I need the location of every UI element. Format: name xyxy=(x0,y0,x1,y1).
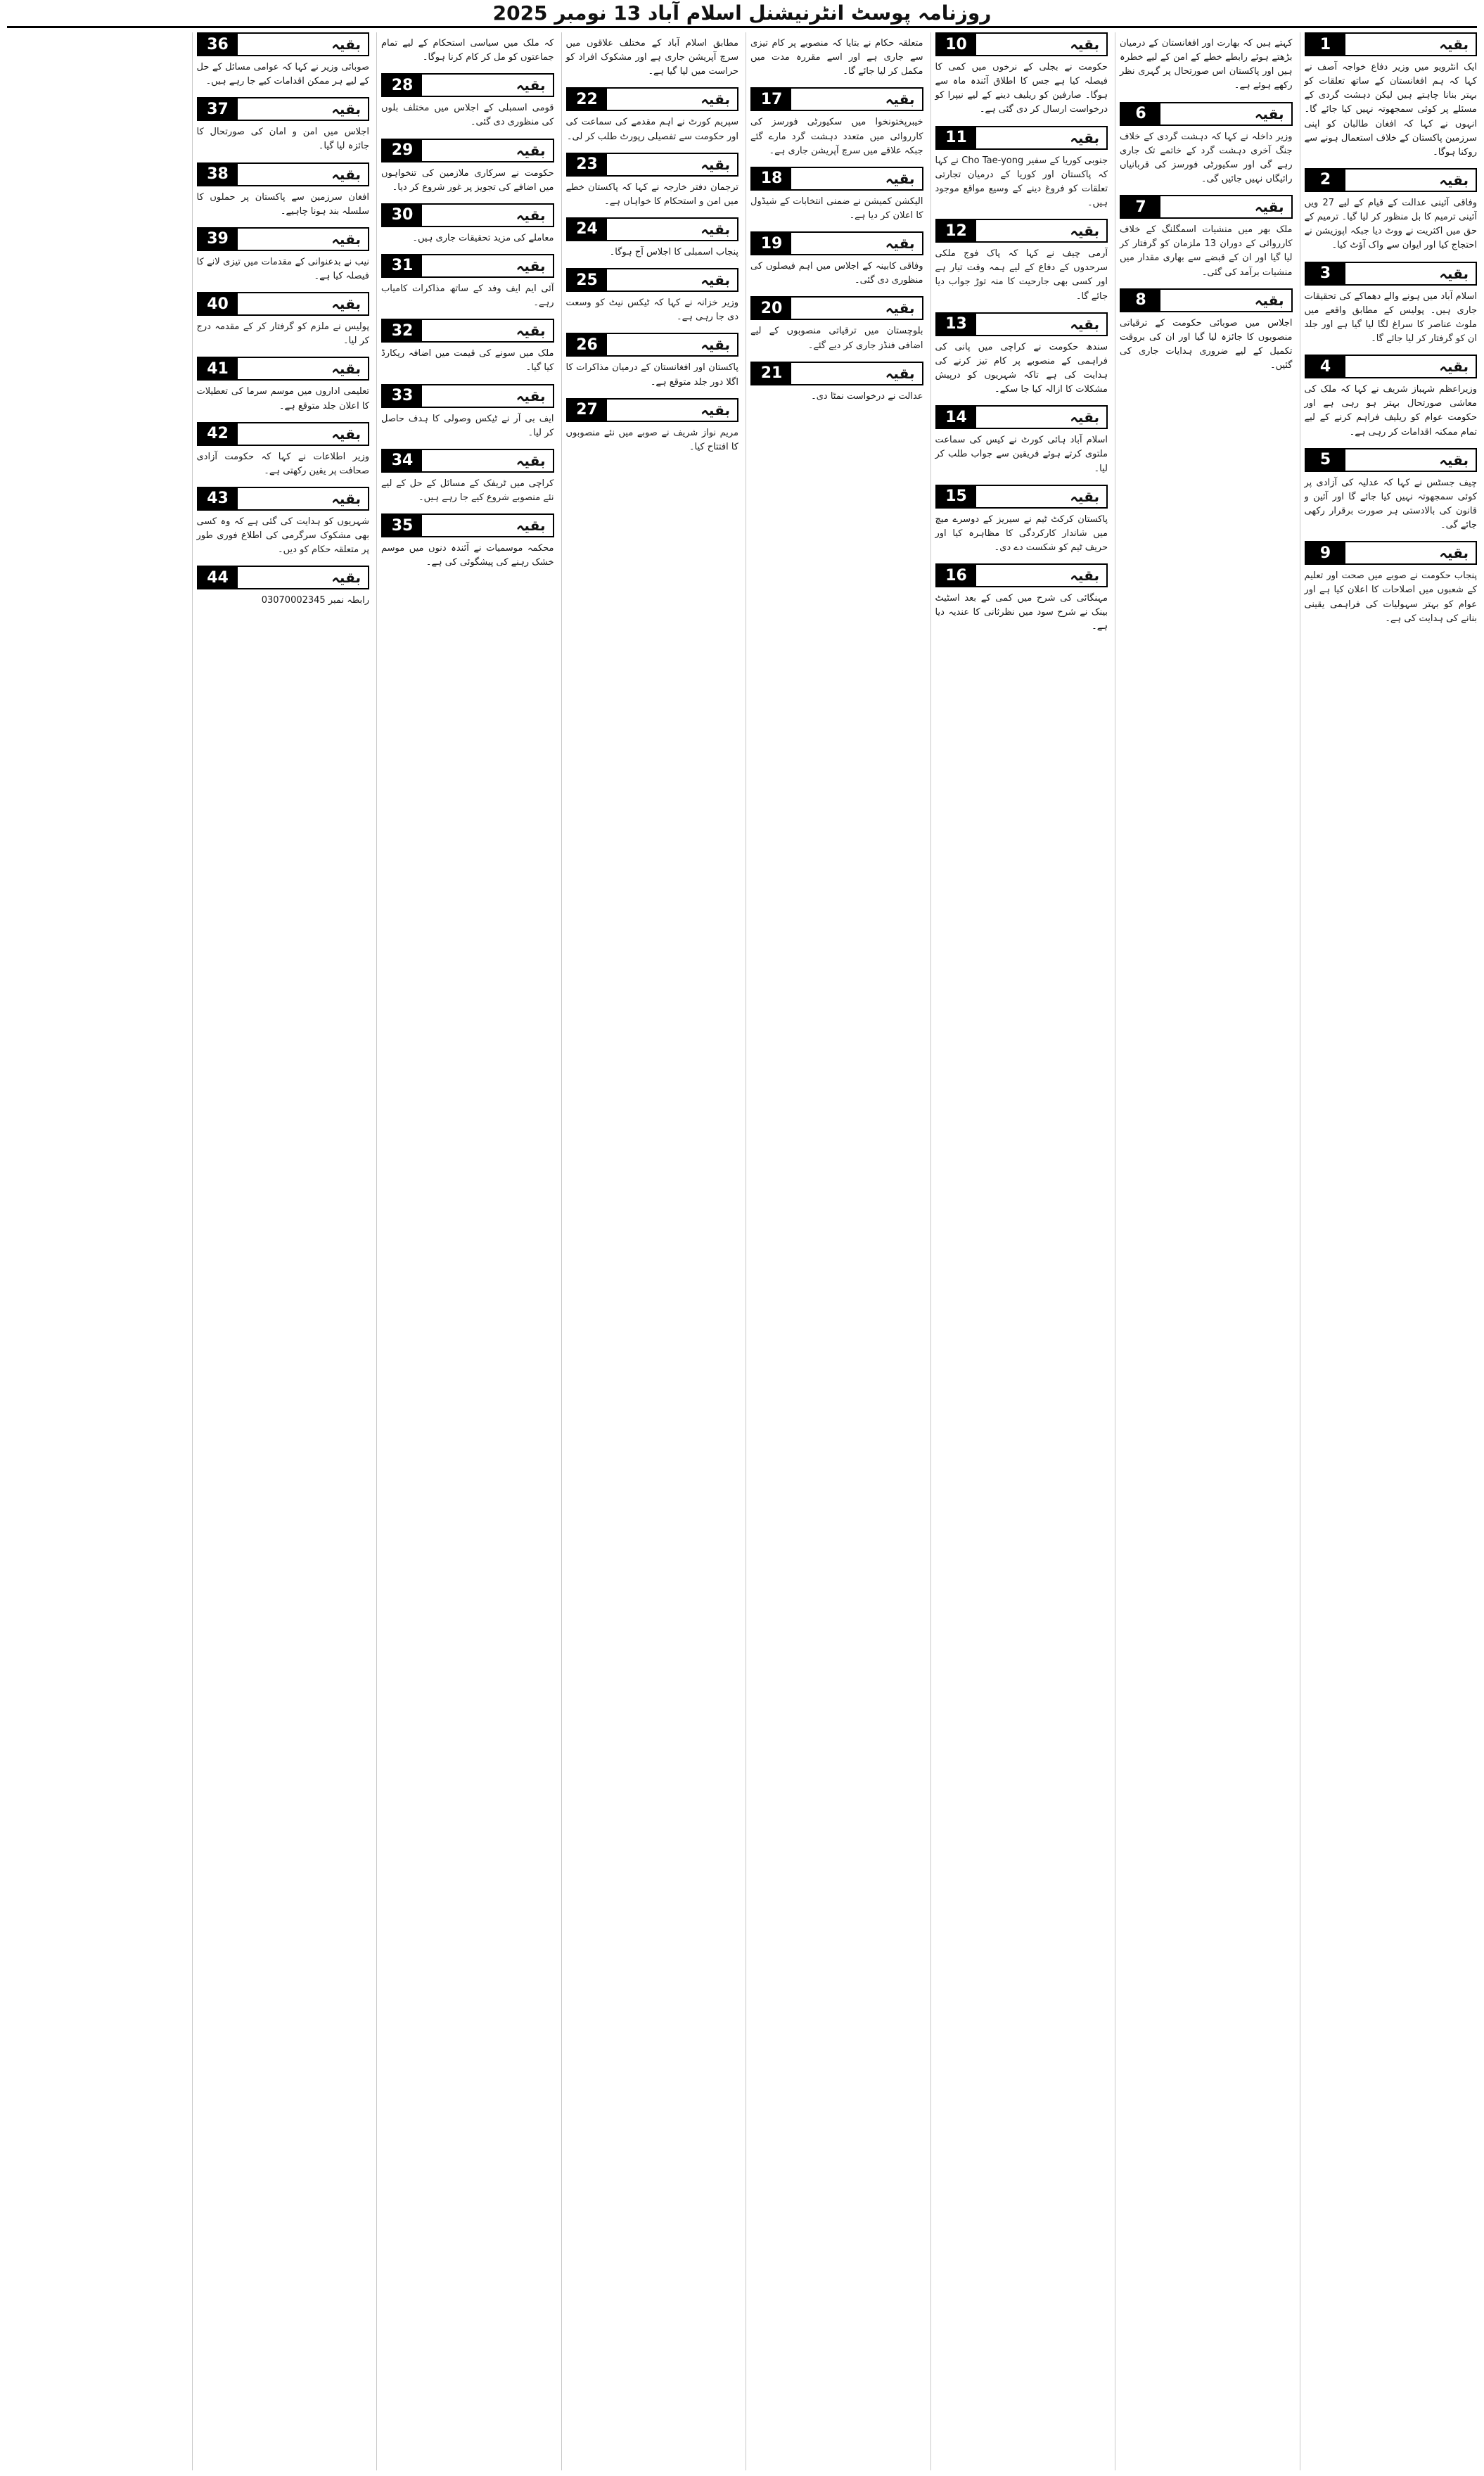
article-body: پولیس نے ملزم کو گرفتار کر کے مقدمہ درج کر لیا۔ xyxy=(196,321,369,347)
article-body: حکومت نے سرکاری ملازمین کی تنخواہوں میں اضافے کی تجویز پر غور شروع کر دیا۔ xyxy=(381,167,554,193)
continuation-label: بقیہ xyxy=(1345,34,1476,55)
continuation-label: بقیہ xyxy=(422,450,553,471)
article-header xyxy=(381,254,554,278)
article-header xyxy=(1305,262,1478,286)
continuation-label: بقیہ xyxy=(238,423,369,445)
article-number-badge: 40 xyxy=(198,293,238,314)
article xyxy=(1120,195,1293,280)
article-body: مہنگائی کی شرح میں کمی کے بعد اسٹیٹ بینک نے شرح سود میں نظرثانی کا عندیہ دیا ہے۔ xyxy=(935,593,1108,632)
article-number-badge: 12 xyxy=(937,220,976,241)
article xyxy=(935,485,1108,555)
column-5 xyxy=(561,32,739,2470)
article-number-badge: 7 xyxy=(1121,196,1160,217)
article-header xyxy=(381,73,554,97)
article-header xyxy=(381,449,554,473)
article xyxy=(381,384,554,440)
continuation-label: بقیہ xyxy=(422,515,553,536)
article-body: حکومت نے بجلی کے نرخوں میں کمی کا فیصلہ کیا ہے جس کا اطلاق آئندہ ماہ سے ہوگا۔ صارفین کو ریلیف دینے کے لیے نیپرا کو درخواست ارسال کر دی گئی ہے۔ xyxy=(935,62,1108,115)
continuation-label: بقیہ xyxy=(976,486,1107,507)
article-body: تعلیمی اداروں میں موسم سرما کی تعطیلات کا اعلان جلد متوقع ہے۔ xyxy=(196,386,369,411)
continuation-label: بقیہ xyxy=(791,363,922,384)
continuation-label: بقیہ xyxy=(238,164,369,185)
continuation-label: بقیہ xyxy=(607,219,738,240)
article xyxy=(197,487,370,557)
article xyxy=(197,32,370,89)
article-header xyxy=(197,422,370,446)
article-header xyxy=(197,97,370,121)
article-number-badge: 15 xyxy=(937,486,976,507)
article-body: قومی اسمبلی کے اجلاس میں مختلف بلوں کی منظوری دی گئی۔ xyxy=(381,103,554,128)
article xyxy=(381,32,554,65)
article-body: اجلاس میں امن و امان کی صورتحال کا جائزہ لیا گیا۔ xyxy=(196,127,369,152)
continuation-label: بقیہ xyxy=(238,358,369,379)
article-body: پنجاب اسمبلی کا اجلاس آج ہوگا۔ xyxy=(609,246,738,257)
article-header xyxy=(1305,448,1478,472)
article-body: چیف جسٹس نے کہا کہ عدلیہ کی آزادی پر کوئی سمجھوتہ نہیں کیا جائے گا اور آئین و قانون کی بالادستی ہر صورت برقرار رکھی جائے گی۔ xyxy=(1304,477,1477,531)
article-header xyxy=(1305,168,1478,192)
article-body: ایف بی آر نے ٹیکس وصولی کا ہدف حاصل کر لیا۔ xyxy=(381,413,554,438)
article-header xyxy=(1120,195,1293,219)
article-header xyxy=(197,162,370,186)
article-body: ملک بھر میں منشیات اسمگلنگ کے خلاف کارروائی کے دوران 13 ملزمان کو گرفتار کر لیا گیا اور ان کے قبضے سے بھاری مقدار میں منشیات برآمد کی گئی۔ xyxy=(1120,224,1293,278)
article-number-badge: 25 xyxy=(568,269,607,291)
article-header xyxy=(197,292,370,316)
continuation-label: بقیہ xyxy=(607,269,738,291)
article xyxy=(935,563,1108,634)
article xyxy=(750,32,923,79)
article-header xyxy=(197,227,370,251)
article xyxy=(1305,262,1478,347)
article-number-badge: 10 xyxy=(937,34,976,55)
article xyxy=(566,87,739,143)
article-header xyxy=(197,566,370,589)
article-body: رابطہ نمبر 03070002345 xyxy=(261,595,369,606)
continuation-label: بقیہ xyxy=(976,220,1107,241)
article-number-badge: 44 xyxy=(198,567,238,588)
article xyxy=(750,362,923,404)
article xyxy=(750,167,923,223)
continuation-label: بقیہ xyxy=(238,567,369,588)
article-body: اسلام آباد ہائی کورٹ نے کیس کی سماعت ملتوی کرتے ہوئے فریقین سے جواب طلب کر لیا۔ xyxy=(935,435,1108,474)
article-number-badge: 43 xyxy=(198,488,238,509)
continuation-label: بقیہ xyxy=(976,314,1107,335)
article xyxy=(381,449,554,505)
continuation-label: بقیہ xyxy=(422,140,553,161)
article-number-badge: 27 xyxy=(568,400,607,421)
article-header xyxy=(197,32,370,56)
continuation-label: بقیہ xyxy=(422,75,553,96)
article-header xyxy=(935,219,1108,243)
article-header xyxy=(750,167,923,191)
continuation-label: بقیہ xyxy=(607,334,738,355)
continuation-label: بقیہ xyxy=(422,205,553,226)
continuation-label: بقیہ xyxy=(1160,290,1291,311)
article xyxy=(1120,288,1293,374)
article-header xyxy=(381,203,554,227)
article-body: متعلقہ حکام نے بتایا کہ منصوبے پر کام تیزی سے جاری ہے اور اسے مقررہ مدت میں مکمل کر لیا جائے گا۔ xyxy=(750,38,923,77)
continuation-label: بقیہ xyxy=(791,89,922,110)
article xyxy=(197,97,370,153)
article xyxy=(566,268,739,324)
continuation-label: بقیہ xyxy=(976,407,1107,428)
article-number-badge: 42 xyxy=(198,423,238,445)
article xyxy=(1305,32,1478,160)
article-header xyxy=(935,312,1108,336)
article-number-badge: 38 xyxy=(198,164,238,185)
article-body: ترجمان دفتر خارجہ نے کہا کہ پاکستان خطے میں امن و استحکام کا خواہاں ہے۔ xyxy=(565,181,738,207)
article-header xyxy=(935,563,1108,587)
article xyxy=(935,219,1108,304)
article-header xyxy=(1120,102,1293,126)
article-body: کراچی میں ٹریفک کے مسائل کے حل کے لیے نئے منصوبے شروع کیے جا رہے ہیں۔ xyxy=(381,478,554,503)
article-number-badge: 8 xyxy=(1121,290,1160,311)
article-number-badge: 28 xyxy=(383,75,422,96)
continuation-label: بقیہ xyxy=(791,233,922,254)
article-header xyxy=(566,398,739,422)
article-body: وزیراعظم شہباز شریف نے کہا کہ ملک کی معاشی صورتحال بہتر ہو رہی ہے اور حکومت عوام کو ریلیف فراہم کرنے کے لیے تمام ممکنہ اقدامات کر رہی ہے۔ xyxy=(1304,384,1477,438)
article xyxy=(935,32,1108,117)
article-number-badge: 4 xyxy=(1306,356,1345,377)
continuation-label: بقیہ xyxy=(1345,170,1476,191)
article-body: اجلاس میں صوبائی حکومت کے ترقیاتی منصوبوں کا جائزہ لیا گیا اور ان کی بروقت تکمیل کے لیے ضروری ہدایات جاری کی گئیں۔ xyxy=(1120,317,1293,371)
continuation-label: بقیہ xyxy=(238,293,369,314)
article-number-badge: 41 xyxy=(198,358,238,379)
continuation-label: بقیہ xyxy=(1160,196,1291,217)
article-body: ایک انٹرویو میں وزیر دفاع خواجہ آصف نے کہا کہ ہم افغانستان کے ساتھ تعلقات کو بہتر بنانا چاہتے ہیں لیکن دہشت گردی کے مسئلے پر کوئی سمجھوتہ نہیں کیا جائے گا۔ انہوں نے کہا کہ افغان طالبان کو اپنی سرزمین پاکستان کے خلاف استعمال ہونے سے روکنا ہوگا۔ xyxy=(1304,62,1477,158)
article xyxy=(197,566,370,608)
article xyxy=(750,87,923,158)
article-header xyxy=(750,296,923,320)
article-number-badge: 18 xyxy=(752,168,791,189)
article xyxy=(381,319,554,375)
article xyxy=(381,73,554,129)
article-header xyxy=(197,487,370,511)
article xyxy=(566,32,739,79)
article-number-badge: 32 xyxy=(383,320,422,341)
article-header xyxy=(1305,541,1478,565)
article xyxy=(1305,541,1478,626)
article-body: وزیر اطلاعات نے کہا کہ حکومت آزادی صحافت پر یقین رکھتی ہے۔ xyxy=(196,451,369,476)
column-2 xyxy=(1115,32,1293,2470)
article-body: محکمہ موسمیات نے آئندہ دنوں میں موسم خشک رہنے کی پیشگوئی کی ہے۔ xyxy=(381,543,554,568)
article-number-badge: 34 xyxy=(383,450,422,471)
article-body: وزیر خزانہ نے کہا کہ ٹیکس نیٹ کو وسعت دی جا رہی ہے۔ xyxy=(565,298,738,323)
article xyxy=(381,254,554,310)
article-number-badge: 22 xyxy=(568,89,607,110)
article xyxy=(381,139,554,195)
column-8 xyxy=(7,32,185,2470)
article-header xyxy=(566,268,739,292)
article-body: جنوبی کوریا کے سفیر Cho Tae-yong نے کہا کہ پاکستان اور کوریا کے درمیان تجارتی تعلقات کو فروغ دینے کے وسیع مواقع موجود ہیں۔ xyxy=(935,155,1108,208)
article-header xyxy=(197,357,370,381)
article-body: آئی ایم ایف وفد کے ساتھ مذاکرات کامیاب رہے۔ xyxy=(381,283,554,309)
article-header xyxy=(381,513,554,537)
article-number-badge: 13 xyxy=(937,314,976,335)
article-header xyxy=(566,333,739,357)
article-header xyxy=(935,32,1108,56)
article-header xyxy=(381,139,554,162)
continuation-label: بقیہ xyxy=(1160,103,1291,125)
continuation-label: بقیہ xyxy=(607,400,738,421)
article-body: خیبرپختونخوا میں سکیورٹی فورسز کی کارروائی میں متعدد دہشت گرد مارے گئے جبکہ علاقے میں سرچ آپریشن جاری ہے۔ xyxy=(750,117,923,156)
column-3 xyxy=(930,32,1108,2470)
article-body: مطابق اسلام آباد کے مختلف علاقوں میں سرچ آپریشن جاری ہے اور مشکوک افراد کو حراست میں لیا گیا ہے۔ xyxy=(565,38,738,77)
continuation-label: بقیہ xyxy=(607,89,738,110)
article xyxy=(566,217,739,260)
article-header xyxy=(566,217,739,241)
article-body: پاکستان کرکٹ ٹیم نے سیریز کے دوسرے میچ میں شاندار کارکردگی کا مظاہرہ کیا اور حریف ٹیم کو شکست دے دی۔ xyxy=(935,513,1108,553)
article-body: کہتے ہیں کہ بھارت اور افغانستان کے درمیان بڑھتے ہوئے رابطے خطے کے امن کے لیے خطرہ ہیں اور پاکستان اس صورتحال پر گہری نظر رکھے ہوئے ہے۔ xyxy=(1120,38,1293,91)
article xyxy=(566,153,739,209)
article-header xyxy=(1305,355,1478,378)
article-number-badge: 1 xyxy=(1306,34,1345,55)
article-header xyxy=(1305,32,1478,56)
article-body: عدالت نے درخواست نمٹا دی۔ xyxy=(811,390,923,402)
article xyxy=(381,203,554,245)
article-header xyxy=(381,319,554,343)
article-body: پنجاب حکومت نے صوبے میں صحت اور تعلیم کے شعبوں میں اصلاحات کا اعلان کیا ہے اور عوام کو بہتر سہولیات کی فراہمی یقینی بنانے کی ہدایت کی ہے۔ xyxy=(1304,570,1477,624)
article-header xyxy=(750,231,923,255)
article xyxy=(197,422,370,478)
column-6 xyxy=(376,32,554,2470)
article-header xyxy=(935,405,1108,429)
article-body: سندھ حکومت نے کراچی میں پانی کی فراہمی کے منصوبے پر کام تیز کرنے کی ہدایت کی ہے تاکہ شہریوں کو درپیش مشکلات کا ازالہ کیا جا سکے۔ xyxy=(935,341,1108,395)
article-body: نیب نے بدعنوانی کے مقدمات میں تیزی لانے کا فیصلہ کیا ہے۔ xyxy=(196,256,369,281)
article xyxy=(1305,355,1478,440)
article-body: افغان سرزمین سے پاکستان پر حملوں کا سلسلہ بند ہونا چاہیے۔ xyxy=(196,191,369,217)
continuation-label: بقیہ xyxy=(238,98,369,120)
article-number-badge: 24 xyxy=(568,219,607,240)
article xyxy=(197,357,370,413)
article xyxy=(197,162,370,219)
article xyxy=(750,296,923,352)
continuation-label: بقیہ xyxy=(976,34,1107,55)
continuation-label: بقیہ xyxy=(422,255,553,276)
article xyxy=(1120,102,1293,187)
article xyxy=(750,231,923,288)
article xyxy=(1305,168,1478,253)
article-number-badge: 21 xyxy=(752,363,791,384)
newspaper-columns xyxy=(7,32,1477,2470)
article-body: وفاقی کابینہ کے اجلاس میں اہم فیصلوں کی منظوری دی گئی۔ xyxy=(750,261,923,286)
continuation-label: بقیہ xyxy=(976,565,1107,586)
article-number-badge: 14 xyxy=(937,407,976,428)
article-header xyxy=(750,362,923,385)
article xyxy=(381,513,554,570)
continuation-label: بقیہ xyxy=(238,488,369,509)
article-number-badge: 31 xyxy=(383,255,422,276)
article xyxy=(566,398,739,454)
article-number-badge: 36 xyxy=(198,34,238,55)
column-7 xyxy=(192,32,370,2470)
article-number-badge: 39 xyxy=(198,229,238,250)
continuation-label: بقیہ xyxy=(1345,449,1476,471)
continuation-label: بقیہ xyxy=(1345,542,1476,563)
continuation-label: بقیہ xyxy=(238,34,369,55)
article-number-badge: 16 xyxy=(937,565,976,586)
article-number-badge: 37 xyxy=(198,98,238,120)
article-body: الیکشن کمیشن نے ضمنی انتخابات کے شیڈول کا اعلان کر دیا ہے۔ xyxy=(750,196,923,221)
column-1 xyxy=(1300,32,1478,2470)
article-body: ملک میں سونے کی قیمت میں اضافہ ریکارڈ کیا گیا۔ xyxy=(381,348,554,374)
article-header xyxy=(566,87,739,111)
continuation-label: بقیہ xyxy=(422,385,553,407)
article-body: سپریم کورٹ نے اہم مقدمے کی سماعت کی اور حکومت سے تفصیلی رپورٹ طلب کر لی۔ xyxy=(565,117,738,142)
continuation-label: بقیہ xyxy=(791,298,922,319)
article-body: کہ ملک میں سیاسی استحکام کے لیے تمام جماعتوں کو مل کر کام کرنا ہوگا۔ xyxy=(381,38,554,63)
article-header xyxy=(381,384,554,408)
continuation-label: بقیہ xyxy=(607,154,738,175)
continuation-label: بقیہ xyxy=(791,168,922,189)
article-number-badge: 19 xyxy=(752,233,791,254)
continuation-label: بقیہ xyxy=(238,229,369,250)
article-number-badge: 9 xyxy=(1306,542,1345,563)
article-number-badge: 35 xyxy=(383,515,422,536)
article-header xyxy=(935,485,1108,509)
article xyxy=(197,227,370,283)
article-body: آرمی چیف نے کہا کہ پاک فوج ملکی سرحدوں کے دفاع کے لیے ہمہ وقت تیار ہے اور کسی بھی جارحیت کا منہ توڑ جواب دیا جائے گا۔ xyxy=(935,248,1108,302)
continuation-label: بقیہ xyxy=(1345,263,1476,284)
article xyxy=(935,126,1108,211)
article-header xyxy=(1120,288,1293,312)
article-body: معاملے کی مزید تحقیقات جاری ہیں۔ xyxy=(412,232,554,243)
article-number-badge: 26 xyxy=(568,334,607,355)
article xyxy=(1305,448,1478,533)
article-number-badge: 30 xyxy=(383,205,422,226)
article-body: وزیر داخلہ نے کہا کہ دہشت گردی کے خلاف جنگ آخری دہشت گرد کے خاتمے تک جاری رہے گی اور سکیورٹی فورسز کی قربانیاں رائیگاں نہیں جائیں گی۔ xyxy=(1120,131,1293,184)
article-body: بلوچستان میں ترقیاتی منصوبوں کے لیے اضافی فنڈز جاری کر دیے گئے۔ xyxy=(750,326,923,351)
article-number-badge: 23 xyxy=(568,154,607,175)
article xyxy=(1120,32,1293,94)
article xyxy=(935,405,1108,476)
article-number-badge: 29 xyxy=(383,140,422,161)
article xyxy=(197,292,370,348)
article xyxy=(566,333,739,389)
article-body: شہریوں کو ہدایت کی گئی ہے کہ وہ کسی بھی مشکوک سرگرمی کی اطلاع فوری طور پر متعلقہ حکام کو دیں۔ xyxy=(196,516,369,556)
article-header xyxy=(935,126,1108,150)
article-body: پاکستان اور افغانستان کے درمیان مذاکرات کا اگلا دور جلد متوقع ہے۔ xyxy=(565,362,738,388)
continuation-label: بقیہ xyxy=(1345,356,1476,377)
article-body: وفاقی آئینی عدالت کے قیام کے لیے 27 ویں آئینی ترمیم کا بل منظور کر لیا گیا۔ ترمیم کے حق میں اکثریت نے ووٹ دیا جبکہ اپوزیشن نے احتجاج کیا اور ایوان سے واک آؤٹ کیا۔ xyxy=(1304,197,1477,251)
continuation-label: بقیہ xyxy=(422,320,553,341)
article-body: مریم نواز شریف نے صوبے میں نئے منصوبوں کا افتتاح کیا۔ xyxy=(565,427,738,452)
article-number-badge: 3 xyxy=(1306,263,1345,284)
article-number-badge: 17 xyxy=(752,89,791,110)
article-number-badge: 20 xyxy=(752,298,791,319)
masthead-title: روزنامہ پوسٹ انٹرنیشنل اسلام آباد 13 نومبر 2025 xyxy=(492,1,992,25)
masthead xyxy=(7,0,1477,28)
continuation-label: بقیہ xyxy=(976,127,1107,148)
column-4 xyxy=(746,32,923,2470)
article xyxy=(935,312,1108,397)
article-body: اسلام آباد میں ہونے والے دھماکے کی تحقیقات جاری ہیں۔ پولیس کے مطابق واقعے میں ملوث عناصر کا سراغ لگا لیا گیا ہے اور جلد ان کو گرفتار کر لیا جائے گا۔ xyxy=(1304,291,1477,344)
article-number-badge: 6 xyxy=(1121,103,1160,125)
article-number-badge: 33 xyxy=(383,385,422,407)
article-header xyxy=(566,153,739,177)
article-number-badge: 5 xyxy=(1306,449,1345,471)
article-number-badge: 11 xyxy=(937,127,976,148)
article-body: صوبائی وزیر نے کہا کہ عوامی مسائل کے حل کے لیے ہر ممکن اقدامات کیے جا رہے ہیں۔ xyxy=(196,62,369,87)
article-number-badge: 2 xyxy=(1306,170,1345,191)
article-header xyxy=(750,87,923,111)
